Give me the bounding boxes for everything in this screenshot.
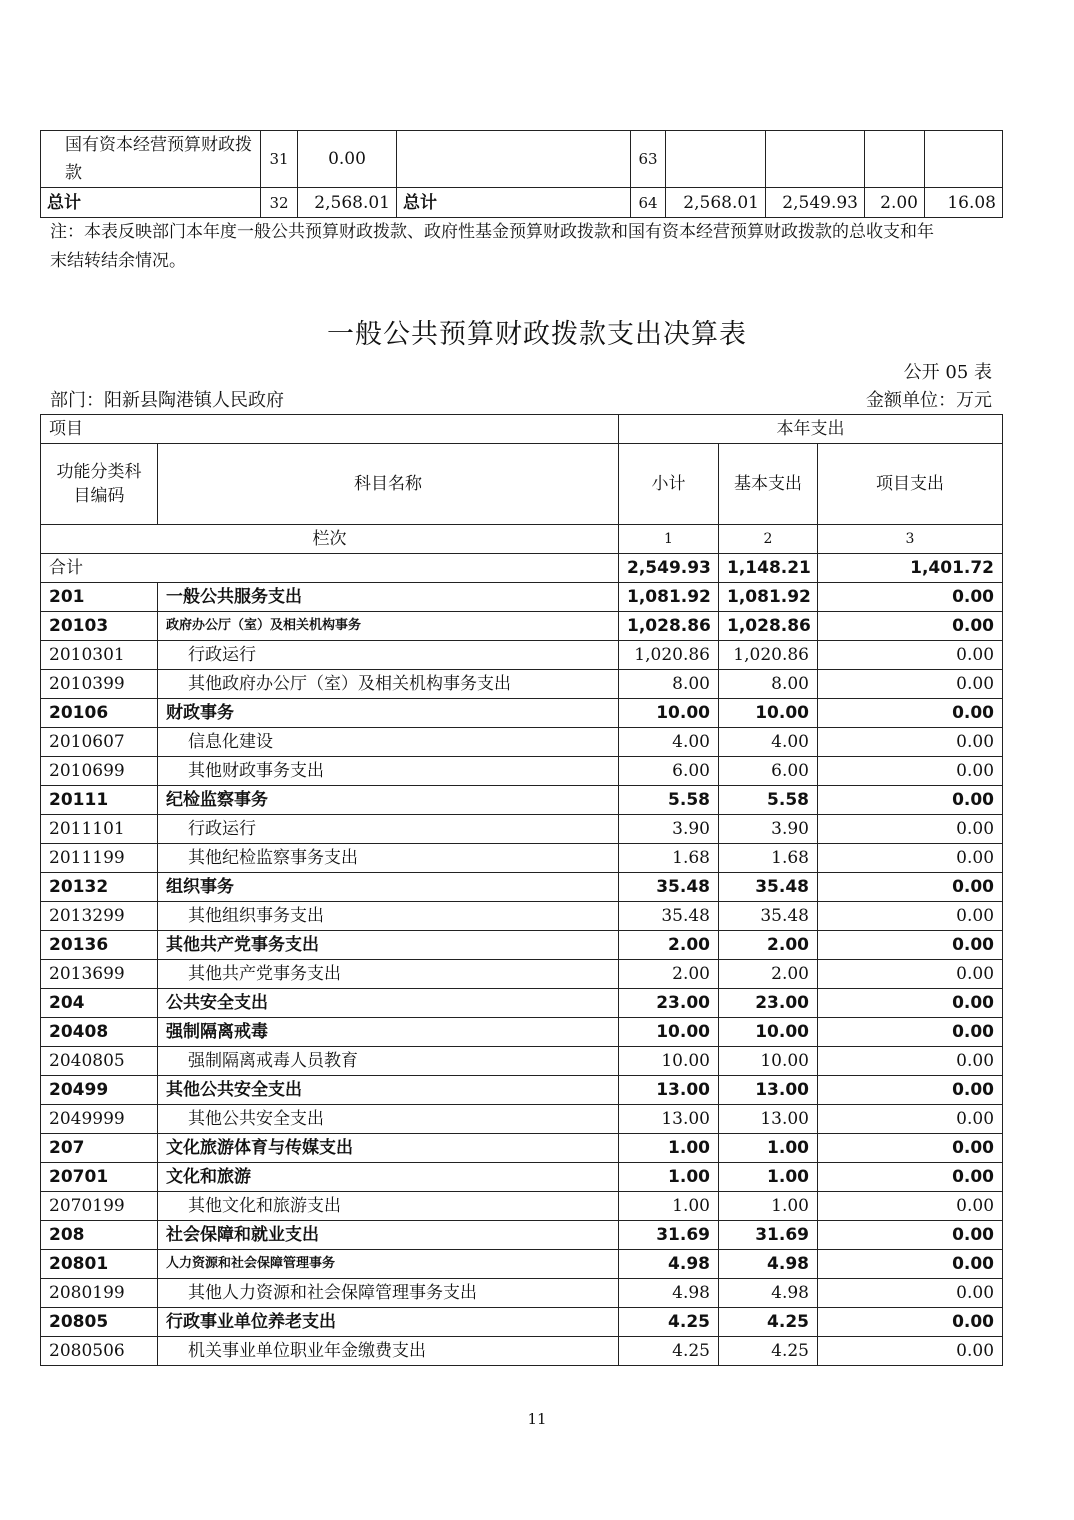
subject-name: 强制隔离戒毒人员教育 xyxy=(158,1047,619,1076)
basic-value: 10.00 xyxy=(719,699,818,728)
subject-name: 文化和旅游 xyxy=(158,1163,619,1192)
table-row xyxy=(41,1279,1003,1308)
total-value: 16.08 xyxy=(925,188,1003,218)
summary-table-tail xyxy=(40,130,1003,218)
table-row xyxy=(41,1105,1003,1134)
basic-value: 35.48 xyxy=(719,902,818,931)
expenditure-table xyxy=(40,414,1003,1366)
basic-value: 1.00 xyxy=(719,1134,818,1163)
table-row xyxy=(41,1047,1003,1076)
subject-code: 2013699 xyxy=(41,960,158,989)
table-row xyxy=(41,902,1003,931)
header-row xyxy=(41,444,1003,525)
basic-value: 8.00 xyxy=(719,670,818,699)
subject-code: 201 xyxy=(41,583,158,612)
subtotal-value: 4.25 xyxy=(619,1337,719,1366)
project-value: 0.00 xyxy=(818,1250,1003,1279)
column-index: 3 xyxy=(818,525,1003,554)
basic-value: 1,020.86 xyxy=(719,641,818,670)
subject-code: 20111 xyxy=(41,786,158,815)
total-row xyxy=(41,554,1003,583)
subject-code: 20106 xyxy=(41,699,158,728)
table-row xyxy=(41,612,1003,641)
table-row xyxy=(41,844,1003,873)
subtotal-value: 13.00 xyxy=(619,1076,719,1105)
basic-value: 4.98 xyxy=(719,1250,818,1279)
header-project-exp: 项目支出 xyxy=(818,444,1003,525)
basic-value: 5.58 xyxy=(719,786,818,815)
table-code: 公开 05 表 xyxy=(903,362,992,383)
subject-code: 2010699 xyxy=(41,757,158,786)
basic-value: 3.90 xyxy=(719,815,818,844)
subject-code: 20132 xyxy=(41,873,158,902)
table-row xyxy=(41,786,1003,815)
basic-value: 35.48 xyxy=(719,873,818,902)
subtotal-value: 6.00 xyxy=(619,757,719,786)
project-value: 0.00 xyxy=(818,1337,1003,1366)
project-value: 0.00 xyxy=(818,989,1003,1018)
subject-code: 20499 xyxy=(41,1076,158,1105)
project-value: 0.00 xyxy=(818,670,1003,699)
basic-value: 4.25 xyxy=(719,1337,818,1366)
subject-code: 20805 xyxy=(41,1308,158,1337)
basic-value: 13.00 xyxy=(719,1076,818,1105)
empty-cell xyxy=(865,131,925,188)
subject-name: 一般公共服务支出 xyxy=(158,583,619,612)
basic-value: 4.98 xyxy=(719,1279,818,1308)
empty-cell xyxy=(925,131,1003,188)
subject-code: 2070199 xyxy=(41,1192,158,1221)
table-row xyxy=(41,188,1003,218)
table-row xyxy=(41,1018,1003,1047)
table-row xyxy=(41,1221,1003,1250)
total-basic: 1,148.21 xyxy=(719,554,818,583)
basic-value: 31.69 xyxy=(719,1221,818,1250)
project-value: 0.00 xyxy=(818,931,1003,960)
table-row xyxy=(41,873,1003,902)
project-value: 0.00 xyxy=(818,728,1003,757)
subject-code: 2011199 xyxy=(41,844,158,873)
row-number: 63 xyxy=(631,131,666,188)
basic-value: 23.00 xyxy=(719,989,818,1018)
project-value: 0.00 xyxy=(818,1018,1003,1047)
empty-cell xyxy=(766,131,865,188)
row-number: 32 xyxy=(261,188,298,218)
column-index: 2 xyxy=(719,525,818,554)
total-project: 1,401.72 xyxy=(818,554,1003,583)
department-label: 部门：阳新县陶港镇人民政府 xyxy=(50,390,284,411)
subject-code: 20136 xyxy=(41,931,158,960)
table-row xyxy=(41,1308,1003,1337)
total-label: 总计 xyxy=(41,188,261,218)
subtotal-value: 35.48 xyxy=(619,902,719,931)
subject-code: 2080199 xyxy=(41,1279,158,1308)
subtotal-value: 3.90 xyxy=(619,815,719,844)
table-row xyxy=(41,641,1003,670)
table-row xyxy=(41,1076,1003,1105)
subtotal-value: 35.48 xyxy=(619,873,719,902)
table-row xyxy=(41,931,1003,960)
subject-name: 行政运行 xyxy=(158,641,619,670)
subject-name: 其他组织事务支出 xyxy=(158,902,619,931)
project-value: 0.00 xyxy=(818,1134,1003,1163)
subject-code: 20103 xyxy=(41,612,158,641)
total-label: 总计 xyxy=(397,188,631,218)
subject-name: 社会保障和就业支出 xyxy=(158,1221,619,1250)
project-value: 0.00 xyxy=(818,699,1003,728)
table-row xyxy=(41,757,1003,786)
table-row xyxy=(41,699,1003,728)
subject-code: 20408 xyxy=(41,1018,158,1047)
header-func-code: 功能分类科目编码 xyxy=(41,444,158,525)
subject-name: 其他财政事务支出 xyxy=(158,757,619,786)
subject-code: 20701 xyxy=(41,1163,158,1192)
project-value: 0.00 xyxy=(818,902,1003,931)
subtotal-value: 13.00 xyxy=(619,1105,719,1134)
subject-name: 信息化建设 xyxy=(158,728,619,757)
subject-name: 政府办公厅（室）及相关机构事务 xyxy=(158,612,619,641)
total-value: 2,568.01 xyxy=(666,188,766,218)
table-row xyxy=(41,583,1003,612)
basic-value: 4.00 xyxy=(719,728,818,757)
empty-cell xyxy=(666,131,766,188)
subject-name: 其他纪检监察事务支出 xyxy=(158,844,619,873)
subtotal-value: 4.25 xyxy=(619,1308,719,1337)
subject-name: 行政运行 xyxy=(158,815,619,844)
subtotal-value: 23.00 xyxy=(619,989,719,1018)
subject-name: 财政事务 xyxy=(158,699,619,728)
basic-value: 4.25 xyxy=(719,1308,818,1337)
basic-value: 1.00 xyxy=(719,1192,818,1221)
subtotal-value: 10.00 xyxy=(619,1047,719,1076)
page-title: 一般公共预算财政拨款支出决算表 xyxy=(327,319,747,350)
subject-code: 20801 xyxy=(41,1250,158,1279)
header-row xyxy=(41,415,1003,444)
subject-name: 人力资源和社会保障管理事务 xyxy=(158,1250,619,1279)
table-row xyxy=(41,1250,1003,1279)
header-subject-name: 科目名称 xyxy=(158,444,619,525)
project-value: 0.00 xyxy=(818,786,1003,815)
subject-code: 2010399 xyxy=(41,670,158,699)
subject-name: 文化旅游体育与传媒支出 xyxy=(158,1134,619,1163)
project-value: 0.00 xyxy=(818,641,1003,670)
basic-value: 2.00 xyxy=(719,960,818,989)
row-number: 31 xyxy=(261,131,298,188)
subject-code: 2013299 xyxy=(41,902,158,931)
subtotal-value: 2.00 xyxy=(619,960,719,989)
subject-name: 其他公共安全支出 xyxy=(158,1076,619,1105)
subtotal-value: 1,081.92 xyxy=(619,583,719,612)
subject-code: 2040805 xyxy=(41,1047,158,1076)
basic-value: 2.00 xyxy=(719,931,818,960)
project-value: 0.00 xyxy=(818,1221,1003,1250)
subject-name: 公共安全支出 xyxy=(158,989,619,1018)
subject-code: 2049999 xyxy=(41,1105,158,1134)
header-project: 项目 xyxy=(41,415,619,444)
basic-value: 10.00 xyxy=(719,1047,818,1076)
basic-value: 1,081.92 xyxy=(719,583,818,612)
basic-value: 1.00 xyxy=(719,1163,818,1192)
table-row xyxy=(41,815,1003,844)
total-value: 2,549.93 xyxy=(766,188,865,218)
subtotal-value: 10.00 xyxy=(619,1018,719,1047)
subtotal-value: 8.00 xyxy=(619,670,719,699)
total-label: 合计 xyxy=(41,554,619,583)
subject-code: 2011101 xyxy=(41,815,158,844)
empty-cell xyxy=(397,131,631,188)
row-number: 64 xyxy=(631,188,666,218)
project-value: 0.00 xyxy=(818,1076,1003,1105)
row-label: 国有资本经营预算财政拨款 xyxy=(41,131,261,188)
unit-label: 金额单位：万元 xyxy=(866,390,992,411)
table-row xyxy=(41,728,1003,757)
project-value: 0.00 xyxy=(818,1105,1003,1134)
column-index: 1 xyxy=(619,525,719,554)
subtotal-value: 2.00 xyxy=(619,931,719,960)
page-number: 11 xyxy=(527,1410,547,1428)
total-subtotal: 2,549.93 xyxy=(619,554,719,583)
subtotal-value: 4.98 xyxy=(619,1279,719,1308)
project-value: 0.00 xyxy=(818,1308,1003,1337)
project-value: 0.00 xyxy=(818,757,1003,786)
project-value: 0.00 xyxy=(818,1163,1003,1192)
table-row xyxy=(41,1337,1003,1366)
row-value: 0.00 xyxy=(298,131,397,188)
subject-code: 2010301 xyxy=(41,641,158,670)
subject-name: 其他人力资源和社会保障管理事务支出 xyxy=(158,1279,619,1308)
subtotal-value: 10.00 xyxy=(619,699,719,728)
project-value: 0.00 xyxy=(818,1047,1003,1076)
subject-name: 组织事务 xyxy=(158,873,619,902)
subtotal-value: 4.98 xyxy=(619,1250,719,1279)
subtotal-value: 31.69 xyxy=(619,1221,719,1250)
subtotal-value: 1.00 xyxy=(619,1163,719,1192)
subject-code: 208 xyxy=(41,1221,158,1250)
subtotal-value: 1,028.86 xyxy=(619,612,719,641)
subtotal-value: 1.68 xyxy=(619,844,719,873)
table-row xyxy=(41,131,1003,188)
table-row xyxy=(41,1163,1003,1192)
project-value: 0.00 xyxy=(818,844,1003,873)
basic-value: 10.00 xyxy=(719,1018,818,1047)
basic-value: 1.68 xyxy=(719,844,818,873)
column-index-label: 栏次 xyxy=(41,525,619,554)
header-subtotal: 小计 xyxy=(619,444,719,525)
table-row xyxy=(41,960,1003,989)
project-value: 0.00 xyxy=(818,583,1003,612)
subtotal-value: 1.00 xyxy=(619,1192,719,1221)
subject-name: 行政事业单位养老支出 xyxy=(158,1308,619,1337)
project-value: 0.00 xyxy=(818,873,1003,902)
subtotal-value: 4.00 xyxy=(619,728,719,757)
total-value: 2.00 xyxy=(865,188,925,218)
project-value: 0.00 xyxy=(818,612,1003,641)
subtotal-value: 5.58 xyxy=(619,786,719,815)
subject-name: 其他共产党事务支出 xyxy=(158,931,619,960)
subtotal-value: 1.00 xyxy=(619,1134,719,1163)
subject-name: 机关事业单位职业年金缴费支出 xyxy=(158,1337,619,1366)
project-value: 0.00 xyxy=(818,1279,1003,1308)
subject-name: 其他政府办公厅（室）及相关机构事务支出 xyxy=(158,670,619,699)
basic-value: 13.00 xyxy=(719,1105,818,1134)
header-basic: 基本支出 xyxy=(719,444,818,525)
subject-name: 强制隔离戒毒 xyxy=(158,1018,619,1047)
subject-code: 2080506 xyxy=(41,1337,158,1366)
basic-value: 1,028.86 xyxy=(719,612,818,641)
subject-name: 其他共产党事务支出 xyxy=(158,960,619,989)
project-value: 0.00 xyxy=(818,960,1003,989)
subject-code: 204 xyxy=(41,989,158,1018)
table-row xyxy=(41,670,1003,699)
table-row xyxy=(41,989,1003,1018)
subject-name: 其他文化和旅游支出 xyxy=(158,1192,619,1221)
subject-name: 其他公共安全支出 xyxy=(158,1105,619,1134)
subject-code: 207 xyxy=(41,1134,158,1163)
basic-value: 6.00 xyxy=(719,757,818,786)
project-value: 0.00 xyxy=(818,1192,1003,1221)
project-value: 0.00 xyxy=(818,815,1003,844)
table-note: 注：本表反映部门本年度一般公共预算财政拨款、政府性基金预算财政拨款和国有资本经营预算财政拨款的总收支和年末结转结余情况。 xyxy=(50,222,934,271)
subtotal-value: 1,020.86 xyxy=(619,641,719,670)
table-row xyxy=(41,1192,1003,1221)
subject-name: 纪检监察事务 xyxy=(158,786,619,815)
table-row xyxy=(41,1134,1003,1163)
header-year-expense: 本年支出 xyxy=(619,415,1003,444)
column-index-row xyxy=(41,525,1003,554)
subject-code: 2010607 xyxy=(41,728,158,757)
total-value: 2,568.01 xyxy=(298,188,397,218)
